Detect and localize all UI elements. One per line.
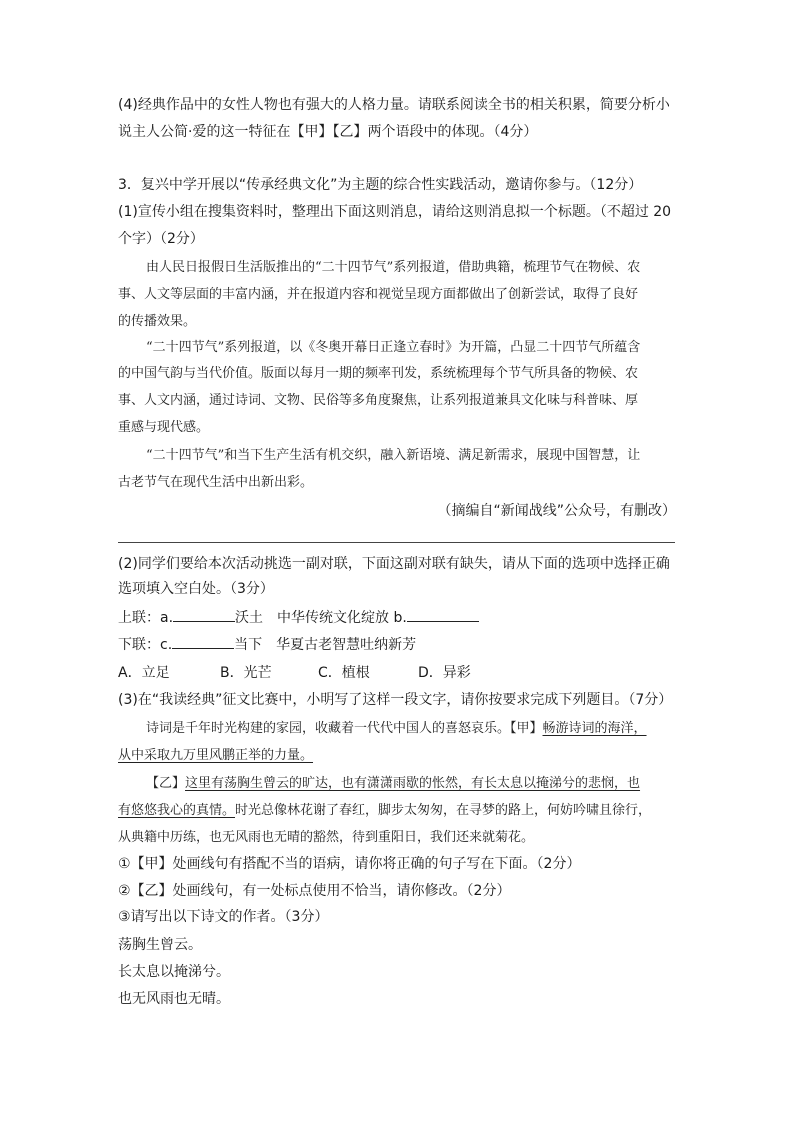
news-p1-l2: 事、人文等层面的丰富内涵，并在报道内容和视觉呈现方面都做出了创新尝试，取得了良好 — [118, 287, 639, 302]
news-p2-l4: 重感与现代感。 — [118, 420, 210, 435]
news-p1-l1: 由人民日报假日生活版推出的“二十四节气”系列报道，借助典籍，梳理节气在物候、农 — [146, 260, 641, 275]
couplet-upper-mid: 沃土 中华传统文化绽放 b. — [235, 610, 407, 626]
news-source: （摘编自“新闻战线”公众号，有删改） — [437, 503, 676, 519]
blank-b[interactable] — [407, 607, 479, 622]
couplet-lower — [118, 634, 416, 655]
q3-1-line1: (1)宣传小组在搜集资料时，整理出下面这则消息，请给这则消息拟一个标题。（不超过 20 — [118, 204, 672, 220]
couplet-upper — [118, 607, 479, 628]
q3-2-line2: 选项填入空白处。（3分） — [118, 581, 274, 597]
news-p2-l1: “二十四节气”系列报道，以《冬奥开幕日正逢立春时》为开篇，凸显二十四节气所蕴含 — [146, 340, 641, 355]
news-p1-l3: 的传播效果。 — [118, 314, 197, 329]
q3-3-sub3: ③请写出以下诗文的作者。（3分） — [118, 909, 329, 925]
essay-l2 — [118, 746, 313, 766]
essay-l4-underlined: 有悠悠我心的真情。 — [118, 803, 236, 818]
news-p3-l2: 古老节气在现代生活中出新出彩。 — [118, 475, 314, 490]
poem-line-3: 也无风雨也无晴。 — [118, 991, 230, 1007]
poem-line-1: 荡胸生曾云。 — [118, 937, 202, 953]
news-p2-l3: 事、人文内涵，通过诗词、文物、民俗等多角度聚焦，让系列报道兼具文化味与科普味、厚 — [118, 393, 639, 408]
option-b[interactable]: B．光芒 — [220, 665, 272, 681]
couplet-lower-prefix: 下联：c. — [118, 637, 173, 653]
option-c[interactable]: C．植根 — [318, 665, 370, 681]
q2-4-line1: (4)经典作品中的女性人物也有强大的人格力量。请联系阅读全书的相关积累，简要分析小 — [118, 97, 670, 113]
blank-c[interactable] — [172, 634, 234, 649]
essay-l1-plain: 诗词是千年时光构建的家园，收藏着一代代中国人的喜怒哀乐。【甲】 — [146, 721, 543, 736]
q3-3-sub2: ②【乙】处画线句，有一处标点使用不恰当，请你修改。（2分） — [118, 883, 511, 899]
essay-l2-underlined: 从中采取九万里风鹏正举的力量。 — [118, 748, 314, 763]
essay-l3-underlined: 这里有荡胸生曾云的旷达，也有潇潇雨歇的怅然，有长太息以掩涕兮的悲悯，也 — [185, 776, 641, 791]
divider-line — [118, 542, 675, 543]
news-p2-l2: 的中国气韵与当代价值。版面以每月一期的频率刊发，系统梳理每个节气所具备的物候、农 — [118, 366, 639, 381]
poem-line-2: 长太息以掩涕兮。 — [118, 964, 230, 980]
option-d[interactable]: D．异彩 — [418, 665, 471, 681]
essay-l3-mark: 【乙】 — [146, 776, 186, 791]
couplet-upper-prefix: 上联：a. — [118, 610, 174, 626]
q3-3-line1: (3)在“我读经典”征文比赛中，小明写了这样一段文字，请你按要求完成下列题目。（7分） — [118, 692, 673, 708]
essay-l1 — [146, 719, 647, 739]
essay-l1-underlined: 畅游诗词的海洋， — [542, 721, 647, 736]
q3-2-line1: (2)同学们要给本次活动挑选一副对联，下面这副对联有缺失，请从下面的选项中选择正确 — [118, 556, 670, 572]
blank-a[interactable] — [173, 607, 235, 622]
essay-l4-plain: 时光总像林花谢了春红，脚步太匆匆，在寻梦的路上，何妨吟啸且徐行， — [235, 803, 652, 818]
option-a[interactable]: A．立足 — [118, 665, 170, 681]
essay-l5: 从典籍中历练，也无风雨也无晴的豁然，待到重阳日，我们还来就菊花。 — [118, 830, 535, 845]
couplet-lower-mid: 当下 华夏古老智慧吐纳新芳 — [234, 637, 417, 653]
q2-4-line2: 说主人公简·爱的这一特征在【甲】【乙】两个语段中的体现。（4分） — [118, 124, 538, 140]
q3-3-sub1: ①【甲】处画线句有搭配不当的语病，请你将正确的句子写在下面。（2分） — [118, 856, 581, 872]
q3-1-line2: 个字）（2分） — [118, 231, 204, 247]
q3-header: 3．复兴中学开展以“传承经典文化”为主题的综合性实践活动，邀请你参与。（12分） — [118, 177, 643, 193]
news-p3-l1: “二十四节气”和当下生产生活有机交织，融入新语境、满足新需求，展现中国智慧，让 — [146, 448, 641, 463]
essay-l4 — [118, 801, 651, 821]
essay-l3 — [146, 774, 640, 794]
